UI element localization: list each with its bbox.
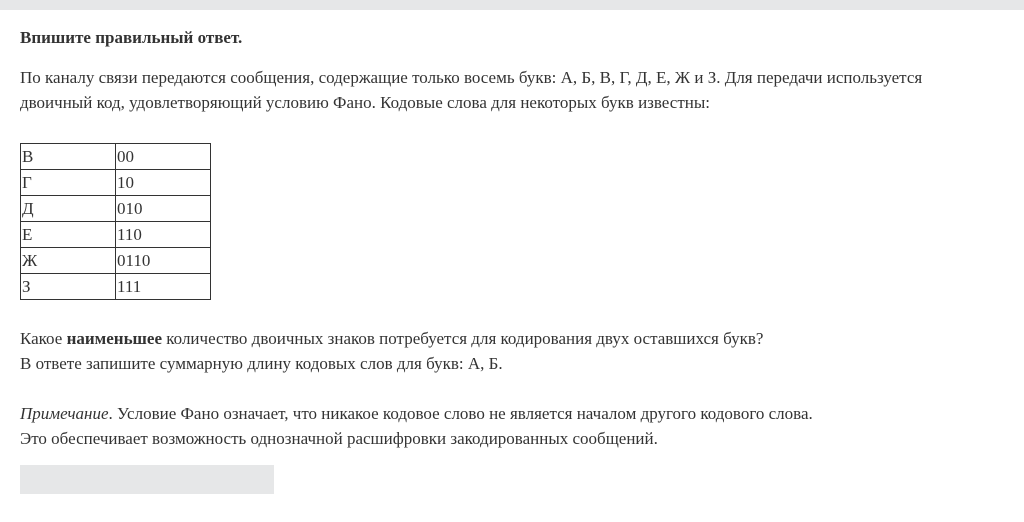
table-cell-letter: Д (21, 196, 116, 222)
table-cell-letter: З (21, 274, 116, 300)
table-row (21, 144, 211, 170)
table-cell-letter: В (21, 144, 116, 170)
task-note (20, 401, 1004, 451)
table-cell-code: 111 (116, 274, 211, 300)
table-cell-code: 110 (116, 222, 211, 248)
answer-input[interactable] (20, 465, 274, 494)
table-row (21, 196, 211, 222)
note-text: . Условие Фано означает, что никакое кодовое слово не является началом другого кодового слова. (108, 404, 813, 423)
question-text-before: Какое (20, 329, 67, 348)
task-prompt: Впишите правильный ответ. (20, 28, 243, 47)
table-cell-letter: Г (21, 170, 116, 196)
note-line2: Это обеспечивает возможность однозначной расшифровки закодированных сообщений. (20, 429, 658, 448)
table-row (21, 274, 211, 300)
table-row (21, 222, 211, 248)
table-cell-letter: Ж (21, 248, 116, 274)
task-intro (20, 65, 1004, 115)
table-cell-code: 10 (116, 170, 211, 196)
note-label: Примечание (20, 404, 109, 423)
table-cell-letter: Е (21, 222, 116, 248)
table-row (21, 170, 211, 196)
task-intro-line2: двоичный код, удовлетворяющий условию Фано. Кодовые слова для некоторых букв известны: (20, 93, 710, 112)
question-line2: В ответе запишите суммарную длину кодовых слов для букв: А, Б. (20, 354, 503, 373)
task-question (20, 326, 1004, 376)
task-content (20, 27, 1004, 451)
question-emphasis: наименьшее (66, 329, 163, 348)
code-table (20, 143, 211, 300)
top-bar (0, 0, 1024, 10)
table-cell-code: 010 (116, 196, 211, 222)
table-cell-code: 0110 (116, 248, 211, 274)
question-text-after: количество двоичных знаков потребуется для кодирования двух оставшихся букв? (162, 329, 764, 348)
table-cell-code: 00 (116, 144, 211, 170)
table-row (21, 248, 211, 274)
task-intro-line1: По каналу связи передаются сообщения, содержащие только восемь букв: А, Б, В, Г, Д, Е, Ж и З. Для передачи используется (20, 68, 923, 87)
